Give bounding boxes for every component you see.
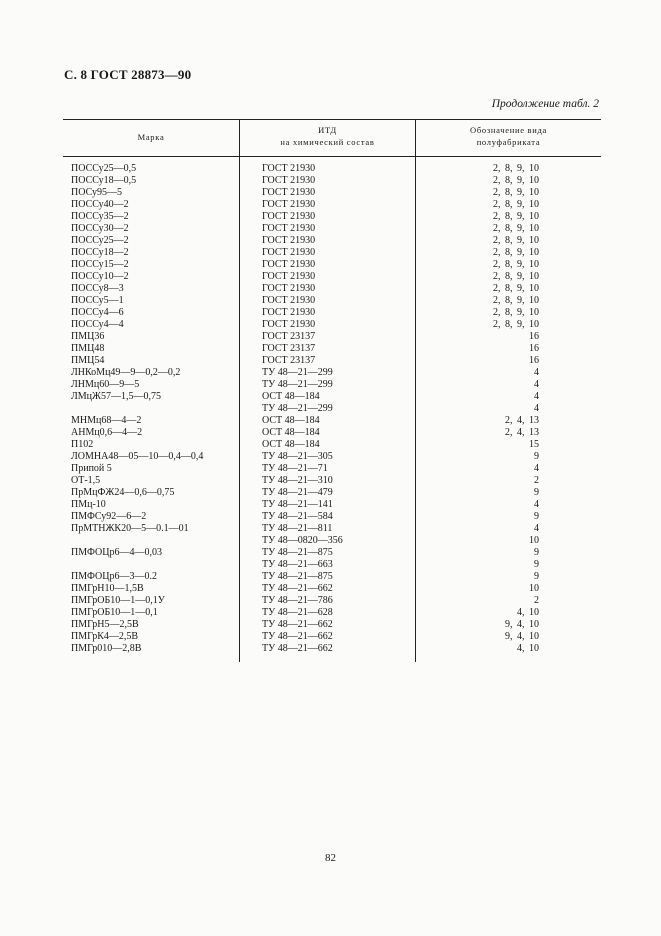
brand-cell: ПМГр010—2,8В [71, 643, 142, 654]
itd-cell: ТУ 48—21—663 [262, 559, 333, 570]
itd-cell: ТУ 48—21—628 [262, 607, 333, 618]
table-row [0, 559, 661, 571]
brand-cell: ЛНМц60—9—5 [71, 379, 140, 390]
itd-cell: ТУ 48—21—479 [262, 487, 333, 498]
semi-product-type-cell: 4 [534, 463, 539, 474]
column-header-itd-line1: ИТД [318, 125, 337, 135]
itd-cell: ГОСТ 21930 [262, 319, 316, 330]
semi-product-type-cell: 9 [534, 487, 539, 498]
semi-product-type-cell: 2, 4, 13 [505, 427, 539, 438]
table-row [0, 523, 661, 535]
table-row [0, 499, 661, 511]
table-header-rule [63, 156, 601, 157]
semi-product-type-cell: 4 [534, 499, 539, 510]
semi-product-type-cell: 9, 4, 10 [505, 619, 539, 630]
table-row [0, 607, 661, 619]
brand-cell: ПМФОЦр6—4—0,03 [71, 547, 162, 558]
table-row [0, 187, 661, 199]
table-row [0, 331, 661, 343]
brand-cell: ПМФОЦр6—3—0.2 [71, 571, 157, 582]
brand-cell: ПМЦ48 [71, 343, 105, 354]
table-row [0, 259, 661, 271]
brand-cell: ПрМцФЖ24—0,6—0,75 [71, 487, 175, 498]
table-body [0, 163, 661, 655]
itd-cell: ГОСТ 23137 [262, 343, 316, 354]
brand-cell: ПМГрК4—2,5В [71, 631, 139, 642]
brand-cell: ПМЦ36 [71, 331, 105, 342]
semi-product-type-cell: 16 [529, 355, 539, 366]
semi-product-type-cell: 9, 4, 10 [505, 631, 539, 642]
table-row [0, 511, 661, 523]
brand-cell: ПМЦ54 [71, 355, 105, 366]
table-continuation-label: Продолжение табл. 2 [491, 98, 599, 110]
itd-cell: ТУ 48—21—310 [262, 475, 333, 486]
semi-product-type-cell: 2, 8, 9, 10 [493, 223, 539, 234]
semi-product-type-cell: 2 [534, 475, 539, 486]
table-row [0, 163, 661, 175]
itd-cell: ОСТ 48—184 [262, 391, 320, 402]
column-header-itd-line2: на химический состав [280, 137, 375, 147]
semi-product-type-cell: 9 [534, 451, 539, 462]
brand-cell: ПОССу25—0,5 [71, 163, 137, 174]
table-row [0, 223, 661, 235]
table-row [0, 619, 661, 631]
column-header-type-line2: полуфабриката [476, 137, 541, 147]
table-row [0, 547, 661, 559]
semi-product-type-cell: 4, 10 [517, 607, 539, 618]
semi-product-type-cell: 2, 8, 9, 10 [493, 283, 539, 294]
semi-product-type-cell: 2, 8, 9, 10 [493, 187, 539, 198]
table-row [0, 307, 661, 319]
semi-product-type-cell: 4 [534, 367, 539, 378]
brand-cell: ПОССу18—0,5 [71, 175, 137, 186]
itd-cell: ТУ 48—21—875 [262, 571, 333, 582]
itd-cell: ГОСТ 21930 [262, 187, 316, 198]
table-row [0, 271, 661, 283]
itd-cell: ТУ 48—21—786 [262, 595, 333, 606]
brand-cell: ПМФСу92—6—2 [71, 511, 147, 522]
itd-cell: ТУ 48—21—662 [262, 643, 333, 654]
semi-product-type-cell: 10 [529, 583, 539, 594]
brand-cell: ЛОМНА48—05—10—0,4—0,4 [71, 451, 204, 462]
semi-product-type-cell: 9 [534, 559, 539, 570]
semi-product-type-cell: 9 [534, 547, 539, 558]
semi-product-type-cell: 4 [534, 523, 539, 534]
semi-product-type-cell: 2, 8, 9, 10 [493, 211, 539, 222]
itd-cell: ГОСТ 21930 [262, 175, 316, 186]
semi-product-type-cell: 2, 8, 9, 10 [493, 319, 539, 330]
itd-cell: ТУ 48—21—299 [262, 379, 333, 390]
brand-cell: ПМГрН5—2,5В [71, 619, 139, 630]
itd-cell: ГОСТ 21930 [262, 295, 316, 306]
semi-product-type-cell: 2, 8, 9, 10 [493, 163, 539, 174]
brand-cell: ЛНКоМц49—9—0,2—0,2 [71, 367, 181, 378]
itd-cell: ГОСТ 21930 [262, 283, 316, 294]
table-row [0, 379, 661, 391]
itd-cell: ТУ 48—21—662 [262, 631, 333, 642]
brand-cell: ПМГрН10—1,5В [71, 583, 144, 594]
table-row [0, 235, 661, 247]
itd-cell: ТУ 48—21—584 [262, 511, 333, 522]
itd-cell: ОСТ 48—184 [262, 439, 320, 450]
table-row [0, 283, 661, 295]
table-row [0, 487, 661, 499]
table-row [0, 367, 661, 379]
table-row [0, 343, 661, 355]
brand-cell: ПМГрОБ10—1—0,1 [71, 607, 158, 618]
brand-cell: ПОСу95—5 [71, 187, 122, 198]
itd-cell: ОСТ 48—184 [262, 415, 320, 426]
itd-cell: ГОСТ 21930 [262, 163, 316, 174]
itd-cell: ТУ 48—21—299 [262, 367, 333, 378]
itd-cell: ГОСТ 21930 [262, 271, 316, 282]
itd-cell: ГОСТ 21930 [262, 199, 316, 210]
table-row [0, 535, 661, 547]
table-row [0, 643, 661, 655]
semi-product-type-cell: 4 [534, 391, 539, 402]
table-row [0, 175, 661, 187]
semi-product-type-cell: 9 [534, 511, 539, 522]
itd-cell: ТУ 48—21—875 [262, 547, 333, 558]
column-header-semi-product-type [416, 124, 601, 148]
table-row [0, 571, 661, 583]
brand-cell: АНМц0,6—4—2 [71, 427, 143, 438]
semi-product-type-cell: 2, 8, 9, 10 [493, 271, 539, 282]
brand-cell: ПОССу15—2 [71, 259, 129, 270]
page-number: 82 [325, 852, 336, 864]
brand-cell: ПОССу8—3 [71, 283, 124, 294]
brand-cell: ПОССу10—2 [71, 271, 129, 282]
brand-cell: ПОССу4—6 [71, 307, 124, 318]
semi-product-type-cell: 4 [534, 403, 539, 414]
brand-cell: ПМц-10 [71, 499, 106, 510]
itd-cell: ТУ 48—21—71 [262, 463, 328, 474]
column-header-type-line1: Обозначение вида [470, 125, 547, 135]
semi-product-type-cell: 16 [529, 343, 539, 354]
itd-cell: ГОСТ 23137 [262, 355, 316, 366]
table-row [0, 427, 661, 439]
brand-cell: ПМГрОБ10—1—0,1У [71, 595, 165, 606]
table-row [0, 355, 661, 367]
semi-product-type-cell: 2, 8, 9, 10 [493, 199, 539, 210]
semi-product-type-cell: 15 [529, 439, 539, 450]
semi-product-type-cell: 4 [534, 379, 539, 390]
table-top-rule [63, 119, 601, 120]
table-row [0, 631, 661, 643]
semi-product-type-cell: 2, 8, 9, 10 [493, 247, 539, 258]
semi-product-type-cell: 2, 4, 13 [505, 415, 539, 426]
brand-cell: ПрМТНЖК20—5—0.1—01 [71, 523, 189, 534]
brand-cell: ПОССу18—2 [71, 247, 129, 258]
brand-cell: ЛМцЖ57—1,5—0,75 [71, 391, 161, 402]
column-header-itd [240, 124, 415, 148]
brand-cell: ПОССу25—2 [71, 235, 129, 246]
table-row [0, 319, 661, 331]
itd-cell: ГОСТ 21930 [262, 211, 316, 222]
table-row [0, 211, 661, 223]
table-row [0, 451, 661, 463]
table-row [0, 595, 661, 607]
table-row [0, 415, 661, 427]
table-row [0, 439, 661, 451]
table-row [0, 475, 661, 487]
semi-product-type-cell: 9 [534, 571, 539, 582]
semi-product-type-cell: 2 [534, 595, 539, 606]
itd-cell: ОСТ 48—184 [262, 427, 320, 438]
itd-cell: ГОСТ 23137 [262, 331, 316, 342]
table-row [0, 583, 661, 595]
itd-cell: ГОСТ 21930 [262, 235, 316, 246]
semi-product-type-cell: 10 [529, 535, 539, 546]
itd-cell: ТУ 48—21—305 [262, 451, 333, 462]
itd-cell: ГОСТ 21930 [262, 247, 316, 258]
page-header: С. 8 ГОСТ 28873—90 [64, 67, 192, 82]
table-row [0, 199, 661, 211]
brand-cell: ПОССу35—2 [71, 211, 129, 222]
itd-cell: ТУ 48—0820—356 [262, 535, 343, 546]
itd-cell: ТУ 48—21—299 [262, 403, 333, 414]
brand-cell: МНМц68—4—2 [71, 415, 142, 426]
itd-cell: ТУ 48—21—141 [262, 499, 333, 510]
semi-product-type-cell: 4, 10 [517, 643, 539, 654]
semi-product-type-cell: 2, 8, 9, 10 [493, 175, 539, 186]
brand-cell: ПОССу30—2 [71, 223, 129, 234]
brand-cell: Припой 5 [71, 463, 112, 474]
semi-product-type-cell: 2, 8, 9, 10 [493, 295, 539, 306]
itd-cell: ТУ 48—21—662 [262, 583, 333, 594]
itd-cell: ТУ 48—21—811 [262, 523, 333, 534]
table-row [0, 463, 661, 475]
table-row [0, 391, 661, 403]
brand-cell: ПОССу4—4 [71, 319, 124, 330]
itd-cell: ТУ 48—21—662 [262, 619, 333, 630]
brand-cell: П102 [71, 439, 94, 450]
column-header-brand: Марка [137, 132, 165, 142]
table-row [0, 403, 661, 415]
brand-cell: ПОССу5—1 [71, 295, 124, 306]
brand-cell: ОТ-1,5 [71, 475, 101, 486]
semi-product-type-cell: 2, 8, 9, 10 [493, 235, 539, 246]
table-row [0, 295, 661, 307]
itd-cell: ГОСТ 21930 [262, 307, 316, 318]
itd-cell: ГОСТ 21930 [262, 259, 316, 270]
semi-product-type-cell: 2, 8, 9, 10 [493, 307, 539, 318]
itd-cell: ГОСТ 21930 [262, 223, 316, 234]
table-row [0, 247, 661, 259]
semi-product-type-cell: 2, 8, 9, 10 [493, 259, 539, 270]
semi-product-type-cell: 16 [529, 331, 539, 342]
brand-cell: ПОССу40—2 [71, 199, 129, 210]
